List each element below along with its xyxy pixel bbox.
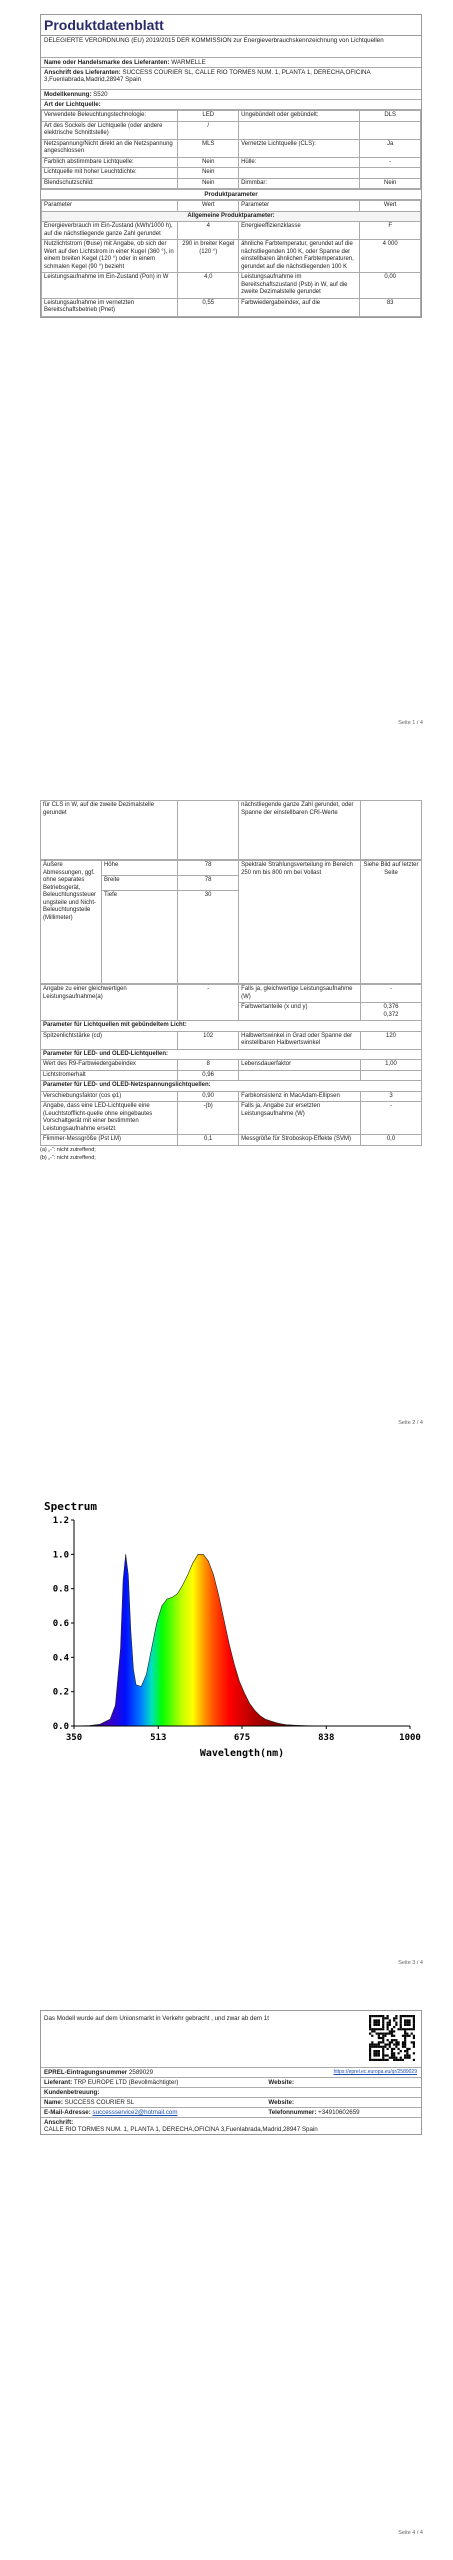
mains-row xyxy=(41,1102,422,1135)
address2-label: Anschrift: xyxy=(44,2119,74,2126)
type-value-a: Nein xyxy=(178,157,239,168)
type-value-a: MLS xyxy=(178,139,239,157)
mains-label-a: Verschiebungsfaktor (cos φ1) xyxy=(41,1091,178,1102)
dim-value-0: 78 xyxy=(178,861,239,876)
led-value-a: 8 xyxy=(178,1060,239,1071)
name-row xyxy=(41,2098,421,2108)
website-label: Website: xyxy=(268,2079,295,2086)
address2-value: CALLE RIO TORMES NUM. 1, PLANTA 1, DERECHA,OFICINA 3,Fuenlabrada,Madrid,28947 Spain xyxy=(44,2126,318,2133)
model-value: S520 xyxy=(93,91,108,98)
type-value-a: Nein xyxy=(178,168,239,179)
eprel-value: 2589029 xyxy=(128,2069,154,2076)
col-value-2: Wert xyxy=(360,201,421,212)
continuation-table xyxy=(40,800,422,860)
type-row xyxy=(42,168,421,179)
x-tick-label: 350 xyxy=(65,1733,83,1743)
mains-label-b: Falls ja, Angabe zur ersetzten Leistungsaufnahme (W) xyxy=(239,1102,361,1135)
type-row xyxy=(42,111,421,122)
general-label-b: Leistungsaufnahme im Bereitschaftszustand (Psb) in W, auf die zweite Dezimalstelle gerundet xyxy=(239,273,360,299)
y-tick-label: 1.2 xyxy=(52,1516,69,1526)
type-label-b: Ungebündelt oder gebündelt: xyxy=(239,111,360,122)
mains-label-b: Messgröße für Stroboskop-Effekte (SVM) xyxy=(239,1135,361,1146)
type-value-b xyxy=(360,168,421,179)
general-value-b: 0,00 xyxy=(360,273,421,299)
led-row xyxy=(41,1060,422,1071)
general-row xyxy=(42,273,421,299)
email-row xyxy=(41,2108,421,2118)
page-1 xyxy=(40,14,422,318)
mains-value-a: 0,90 xyxy=(178,1091,239,1102)
mains-value-a: 0,1 xyxy=(178,1135,239,1146)
name-label: Name: xyxy=(44,2099,63,2106)
document-title: Produktdatenblatt xyxy=(41,15,421,36)
model-label: Modellkennung: xyxy=(44,91,92,98)
chroma-values xyxy=(361,1003,422,1021)
general-value-b: 4 000 xyxy=(360,240,421,273)
page-4 xyxy=(40,2010,422,2135)
supplier-row xyxy=(41,2078,421,2088)
mains-value-b: 3 xyxy=(361,1091,422,1102)
email-label: E-Mail-Adresse: xyxy=(44,2109,91,2116)
dimensions-table xyxy=(40,860,422,984)
general-label-b: Energieeffizienzklasse xyxy=(239,222,360,240)
general-label-a: Energieverbrauch im Ein-Zustand (kWh/1000 h), auf die nächstliegende ganze Zahl gerundet xyxy=(42,222,178,240)
led-label-b: Lebensdauerfaktor xyxy=(239,1060,361,1071)
equiv-value: - xyxy=(178,985,239,1021)
general-label-a: Nutzlichtstrom (Φuse) mit Angabe, ob sich der Wert auf den Lichtstrom in einer Kugel (360 °), in einem breiten Kegel (120 °) oder in einem schmalen Kegel (90 °) bezieht xyxy=(42,240,178,273)
type-value-b xyxy=(360,121,421,139)
type-label-a: Art des Sockels der Lichtquelle (oder andere elektrische Schnittstelle) xyxy=(42,121,178,139)
type-label-a: Farblich abstimmbare Lichtquelle: xyxy=(42,157,178,168)
page-number-1: Seite 1 / 4 xyxy=(398,720,423,726)
customer-service-label: Kundenbetreuung: xyxy=(41,2088,421,2098)
spectrum-chart xyxy=(40,1490,422,1770)
brand-label: Name oder Handelsmarke des Lieferanten: xyxy=(44,59,170,66)
supplier-label: Lieferant: xyxy=(44,2079,73,2086)
y-tick-label: 0.4 xyxy=(52,1653,69,1664)
dim-name-0: Höhe xyxy=(101,861,177,876)
qr-code-icon xyxy=(369,2015,415,2061)
page-number-2: Seite 2 / 4 xyxy=(398,1420,423,1426)
general-value-b: 83 xyxy=(360,298,421,316)
type-row xyxy=(42,139,421,157)
eprel-link[interactable]: https://eprel.ec.europa.eu/qr/2589029 xyxy=(333,2069,417,2075)
y-tick-label: 0.2 xyxy=(52,1687,69,1698)
product-params-header: Produktparameter xyxy=(41,189,421,200)
type-label-b xyxy=(239,121,360,139)
mains-value-b: - xyxy=(361,1102,422,1135)
email-link[interactable]: successservice2@hotmail.com xyxy=(92,2109,178,2116)
dim-value-1: 78 xyxy=(178,876,239,891)
general-label-b: ähnliche Farbtemperatur, gerundet auf die nächstliegenden 100 K, oder Spanne der einstellbaren ähnlichen Farbtemperaturen, gerundet auf die nächstliegenden 100 K xyxy=(239,240,360,273)
y-tick-label: 0.0 xyxy=(52,1722,69,1732)
led-label-a: Wert des R9-Farbwiedergabeindex xyxy=(41,1060,178,1071)
model-row xyxy=(41,90,421,100)
x-tick-label: 675 xyxy=(233,1733,251,1743)
directional-value-b: 120 xyxy=(361,1031,422,1049)
page-2 xyxy=(40,800,422,1162)
general-value-a: 4,0 xyxy=(178,273,239,299)
general-params-header: Allgemeine Produktparameter: xyxy=(42,211,421,222)
type-label-a: Netzspannung/Nicht direkt an die Netzspannung angeschlossen xyxy=(42,139,178,157)
eprel-label: EPREL-Eintragungsnummer xyxy=(44,2069,128,2076)
mains-label-a: Flimmer-Messgröße (Pst LM) xyxy=(41,1135,178,1146)
dim-name-2: Tiefe xyxy=(101,891,177,984)
general-label-b: Farbwiedergabeindex, auf die xyxy=(239,298,360,316)
eprel-row xyxy=(41,2068,421,2078)
phone-label: Telefonnummer: xyxy=(268,2109,317,2116)
address-row xyxy=(41,68,421,90)
cont-left: für CLS in W, auf die zweite Dezimalstelle gerundet xyxy=(41,801,178,860)
y-tick-label: 0.6 xyxy=(52,1619,69,1629)
chart-title: Spectrum xyxy=(44,1500,97,1513)
brand-row xyxy=(41,58,421,68)
type-value-b: Ja xyxy=(360,139,421,157)
led-value-a: 0,96 xyxy=(178,1070,239,1081)
general-label-a: Leistungsaufnahme im vernetzten Bereitschaftsbetrieb (Pnet) xyxy=(42,298,178,316)
cont-right: nächstliegende ganze Zahl gerundet, oder Spanne der einstellbaren CRI-Werte xyxy=(239,801,361,860)
page-number-4: Seite 4 / 4 xyxy=(398,2530,423,2536)
page-number-3: Seite 3 / 4 xyxy=(398,1960,423,1966)
type-value-a: / xyxy=(178,121,239,139)
type-value-b: Nein xyxy=(360,178,421,189)
type-row xyxy=(42,157,421,168)
chroma-y: 0,372 xyxy=(383,1011,399,1018)
market-text: Das Modell wurde auf dem Unionsmarkt in Verkehr gebracht , und zwar ab dem 1t xyxy=(44,2015,269,2022)
mains-label-b: Farbkonsistenz in MacAdam-Ellipsen xyxy=(239,1091,361,1102)
equiv-label: Angabe zu einer gleichwertigen Leistungsaufnahme(a) xyxy=(41,985,178,1021)
equivalent-table xyxy=(40,984,422,1146)
mains-value-a: -(b) xyxy=(178,1102,239,1135)
chroma-label: Farbwertanteile (x und y) xyxy=(239,1003,361,1021)
directional-header: Parameter für Lichtquellen mit gebündeltem Licht: xyxy=(41,1021,422,1032)
equiv-w-label: Falls ja, gleichwertige Leistungsaufnahme (W) xyxy=(239,985,361,1003)
spectral-value: Siehe Bild auf letzter Seite xyxy=(361,861,422,984)
led-row xyxy=(41,1070,422,1081)
x-tick-label: 1000 xyxy=(399,1733,421,1743)
supplier-value: TRP EUROPE LTD (Bevollmächtigter) xyxy=(73,2079,179,2086)
light-type-table xyxy=(41,110,421,189)
x-tick-label: 513 xyxy=(150,1733,167,1743)
equiv-w-value: - xyxy=(361,985,422,1003)
directional-value-a: 102 xyxy=(178,1031,239,1049)
x-tick-label: 838 xyxy=(318,1733,335,1743)
type-label-a: Verwendete Beleuchtungstechnologie: xyxy=(42,111,178,122)
mains-label-a: Angabe, dass eine LED-Lichtquelle eine (Leuchtstofflicht-quelle ohne eingebautes Vorschaltgerät mit einer bestimmten Leistungsaufnahme ersetzt. xyxy=(41,1102,178,1135)
name-value: SUCCESS COURIER SL xyxy=(64,2099,135,2106)
type-value-b: DLS xyxy=(360,111,421,122)
phone-value: +34910602659 xyxy=(318,2109,360,2116)
y-tick-label: 0.8 xyxy=(52,1584,69,1595)
spectral-label: Spektrale Strahlungsverteilung im Bereich 250 nm bis 800 nm bei Vollast xyxy=(239,861,361,984)
col-param-2: Parameter xyxy=(239,201,360,212)
general-row xyxy=(42,298,421,316)
general-value-b: F xyxy=(360,222,421,240)
type-row xyxy=(42,178,421,189)
regulation-text: DELEGIERTE VERORDNUNG (EU) 2019/2015 DER KOMMISSION zur Energieverbrauchskennzeichnung von Lichtquellen xyxy=(41,36,421,58)
x-axis-label: Wavelength(nm) xyxy=(199,1748,285,1759)
market-block xyxy=(41,2011,421,2068)
spectrum-svg xyxy=(40,1490,422,1770)
col-value-1: Wert xyxy=(178,201,239,212)
type-label-b: Hülle: xyxy=(239,157,360,168)
y-tick-label: 1.0 xyxy=(52,1550,69,1561)
general-row xyxy=(42,222,421,240)
mains-value-b: 0,0 xyxy=(361,1135,422,1146)
type-row xyxy=(42,121,421,139)
chroma-x: 0,376 xyxy=(383,1004,399,1010)
type-label-a: Lichtquelle mit hoher Leuchtdichte: xyxy=(42,168,178,179)
type-label-b: Dimmbar: xyxy=(239,178,360,189)
mains-header: Parameter für LED- und OLED-Netzspannungslichtquellen: xyxy=(41,1081,422,1092)
led-header: Parameter für LED- und OLED-Lichtquellen: xyxy=(41,1049,422,1060)
brand-value: WARMELLE xyxy=(171,59,206,66)
directional-label-a: Spitzenlichtstärke (cd) xyxy=(41,1031,178,1049)
dim-value-2: 30 xyxy=(178,891,239,984)
address-value: SUCCESS COURIER SL, CALLE RIO TORMES NUM. 1, PLANTA 1, DERECHA,OFICINA 3,Fuenlabrada,Madrid,28947 Spain xyxy=(44,69,371,83)
led-label-a: Lichtstromerhalt xyxy=(41,1070,178,1081)
dimensions-label: Äußere Abmessungen, ggf. ohne separates Betriebsgerät, Beleuchtungssteuerungsteile und Nicht-Beleuchtungsteile (Millimeter) xyxy=(41,861,102,984)
directional-label-b: Halbwertswinkel in Grad oder Spanne der einstellbaren Halbwertswinkel xyxy=(239,1031,361,1049)
general-row xyxy=(42,240,421,273)
type-label-a: Blendschutzschild: xyxy=(42,178,178,189)
type-value-b: - xyxy=(360,157,421,168)
led-value-b xyxy=(361,1070,422,1081)
footnote-b: (b) „-“: nicht zutreffend; xyxy=(40,1154,96,1161)
light-type-header: Art der Lichtquelle: xyxy=(41,100,421,110)
general-value-a: 0,55 xyxy=(178,298,239,316)
col-param-1: Parameter xyxy=(42,201,178,212)
address2-row xyxy=(41,2118,421,2134)
website2-label: Website: xyxy=(268,2099,295,2106)
mains-row xyxy=(41,1135,422,1146)
type-label-b: Vernetzte Lichtquelle (CLS): xyxy=(239,139,360,157)
footnote-a: (a) „-“: nicht zutreffend; xyxy=(40,1146,96,1153)
type-label-b xyxy=(239,168,360,179)
type-value-a: Nein xyxy=(178,178,239,189)
type-value-a: LED xyxy=(178,111,239,122)
directional-row xyxy=(41,1031,422,1049)
general-params-table xyxy=(41,200,421,317)
dim-name-1: Breite xyxy=(101,876,177,891)
mains-row xyxy=(41,1091,422,1102)
general-label-a: Leistungsaufnahme im Ein-Zustand (Pon) in W xyxy=(42,273,178,299)
general-value-a: 290 in breiter Kegel (120 °) xyxy=(178,240,239,273)
led-value-b: 1,00 xyxy=(361,1060,422,1071)
address-label: Anschrift des Lieferanten: xyxy=(44,69,121,76)
general-value-a: 4 xyxy=(178,222,239,240)
led-label-b xyxy=(239,1070,361,1081)
